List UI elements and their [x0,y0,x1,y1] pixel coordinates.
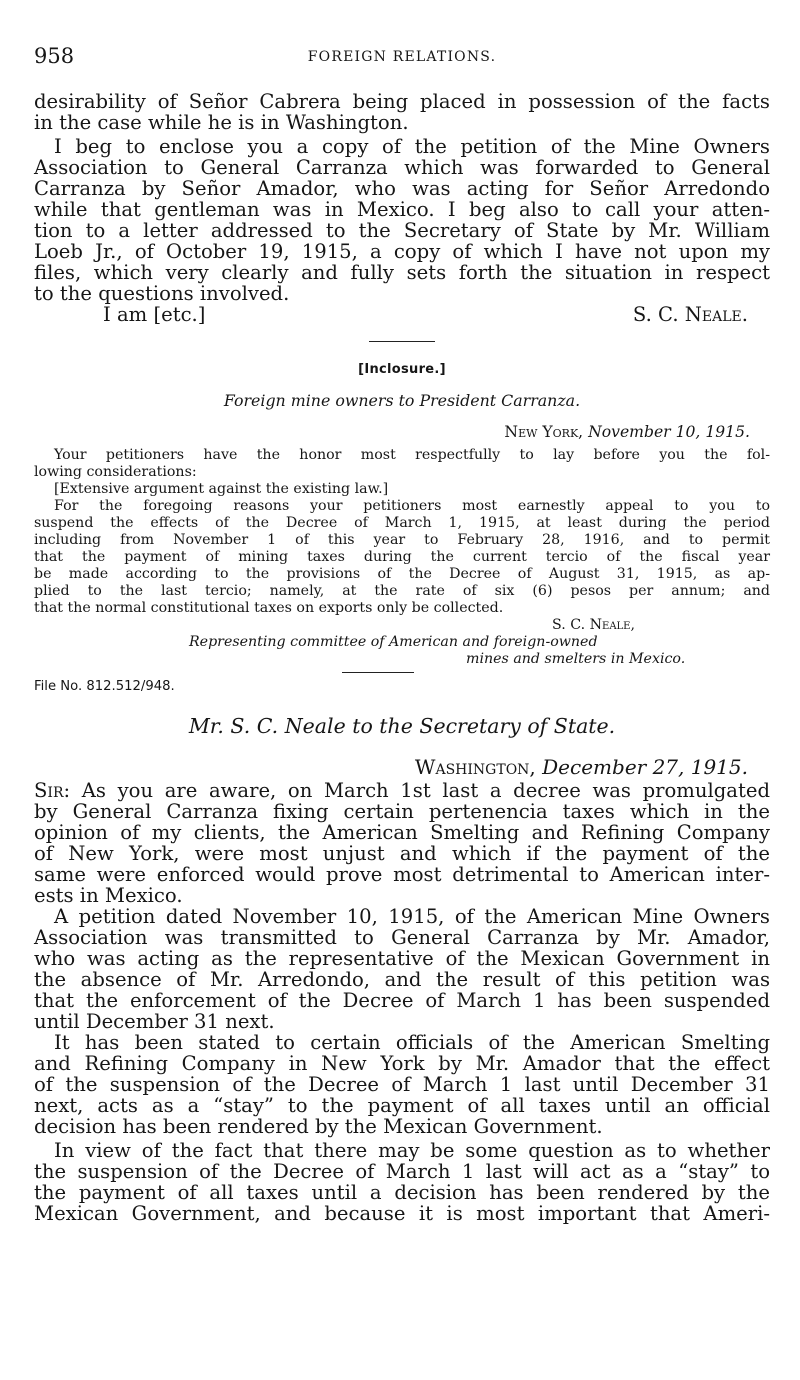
page-number: 958 [34,44,75,68]
inclosure-date: November 10, 1915. [588,423,750,441]
running-title: FOREIGN RELATIONS. [307,49,497,65]
text-line: desirability of Señor Cabrera being placed in possession of the facts [34,90,770,113]
bracket-note: [Extensive argument against the existing law.] [54,481,389,497]
text-line: next, acts as a “stay” to the payment of all taxes until an official [34,1094,770,1117]
text-line: files, which very clearly and fully sets forth the situation in respect [34,261,770,284]
letter-paragraph-4 [34,1140,770,1224]
file-number: File No. 812.512/948. [34,679,175,694]
text-line: In view of the fact that there may be some question as to whether [54,1139,770,1162]
text-line: in the case while he is in Washington. [34,111,409,134]
text-line: of the suspension of the Decree of March 1 last until December 31 [34,1073,770,1096]
text-line: ests in Mexico. [34,884,183,907]
text-line: For the foregoing reasons your petitioners most earnestly appeal to you to [54,498,770,514]
inclosure-label: [Inclosure.] [358,362,446,377]
opening-paragraph [34,91,770,133]
text-line: including from November 1 of this year to February 28, 1916, and to permit [34,532,770,548]
closing-line [34,304,770,325]
petition-signature: S. C. Neale, [552,617,635,633]
representing-line-1: Representing committee of American and foreign-owned [189,634,598,650]
petition-paragraph-2 [34,498,770,617]
text-line: I beg to enclose you a copy of the petition of the Mine Owners [54,135,770,158]
text-line: by General Carranza fixing certain pertenencia taxes which in the [34,800,770,823]
text-line: plied to the last tercio; namely, at the rate of six (6) pesos per annum; and [34,583,770,599]
text-line: Loeb Jr., of October 19, 1915, a copy of which I have not upon my [34,240,770,263]
letter-place: Washington, [414,755,536,779]
text-line: while that gentleman was in Mexico. I beg also to call your atten- [34,198,770,221]
text-line: that the payment of mining taxes during the current tercio of the fiscal year [34,549,770,565]
inclosure-title: Foreign mine owners to President Carranza. [223,391,581,410]
text-line: Sir: As you are aware, on March 1st last a decree was promulgated [34,779,770,802]
text-line: It has been stated to certain officials of the American Smelting [54,1031,770,1054]
text-line: opinion of my clients, the American Smelting and Refining Company [34,821,770,844]
text-line: Association was transmitted to General Carranza by Mr. Amador, [34,926,770,949]
text-line: tion to a letter addressed to the Secretary of State by Mr. William [34,219,770,242]
salutation: Sir: [34,779,71,802]
text-line: lowing considerations: [34,464,197,480]
text-line: of New York, were most unjust and which if the payment of the [34,842,770,865]
letter-title: Mr. S. C. Neale to the Secretary of State. [188,714,616,738]
text-line: who was acting as the representative of the Mexican Government in [34,947,770,970]
representing-line-2: mines and smelters in Mexico. [466,651,686,667]
petition-paragraph-1 [34,447,770,481]
text-line: A petition dated November 10, 1915, of the American Mine Owners [54,905,770,928]
inclosure-place: New York, [504,423,584,441]
text-line: the payment of all taxes until a decision has been rendered by the [34,1181,770,1204]
text-line: that the normal constitutional taxes on exports only be collected. [34,600,504,616]
text-line: Association to General Carranza which was forwarded to General [34,156,770,179]
letter-paragraph-3 [34,1032,770,1137]
text-line: same were enforced would prove most detrimental to American inter- [34,863,770,886]
enclosure-paragraph [34,136,770,304]
text-line: Mexican Government, and because it is most important that Ameri- [34,1202,770,1225]
text-line: the suspension of the Decree of March 1 last will act as a “stay” to [34,1160,770,1183]
section-divider [342,672,414,673]
letter-paragraph-1 [34,780,770,906]
letter-dateline [34,755,770,779]
text-line: and Refining Company in New York by Mr. Amador that the effect [34,1052,770,1075]
text-line: Your petitioners have the honor most respectfully to lay before you the fol- [54,447,770,463]
document-page [34,44,770,1224]
text-line: the absence of Mr. Arredondo, and the result of this petition was [34,968,770,991]
page-header [34,44,770,74]
closing-formula: I am [etc.] [103,303,206,326]
text-line: be made according to the provisions of the Decree of August 31, 1915, as ap- [34,566,770,582]
letter-date: December 27, 1915. [542,755,748,779]
inclosure-dateline [34,423,770,441]
section-divider [369,341,435,342]
text-line: to the questions involved. [34,282,290,305]
text-line: suspend the effects of the Decree of March 1, 1915, at least during the period [34,515,770,531]
text-line: that the enforcement of the Decree of March 1 has been suspended [34,989,770,1012]
text-line: decision has been rendered by the Mexican Government. [34,1115,603,1138]
signature: S. C. Neale. [632,303,748,326]
text-line: until December 31 next. [34,1010,275,1033]
letter-paragraph-2 [34,906,770,1032]
text-line: Carranza by Señor Amador, who was acting for Señor Arredondo [34,177,770,200]
